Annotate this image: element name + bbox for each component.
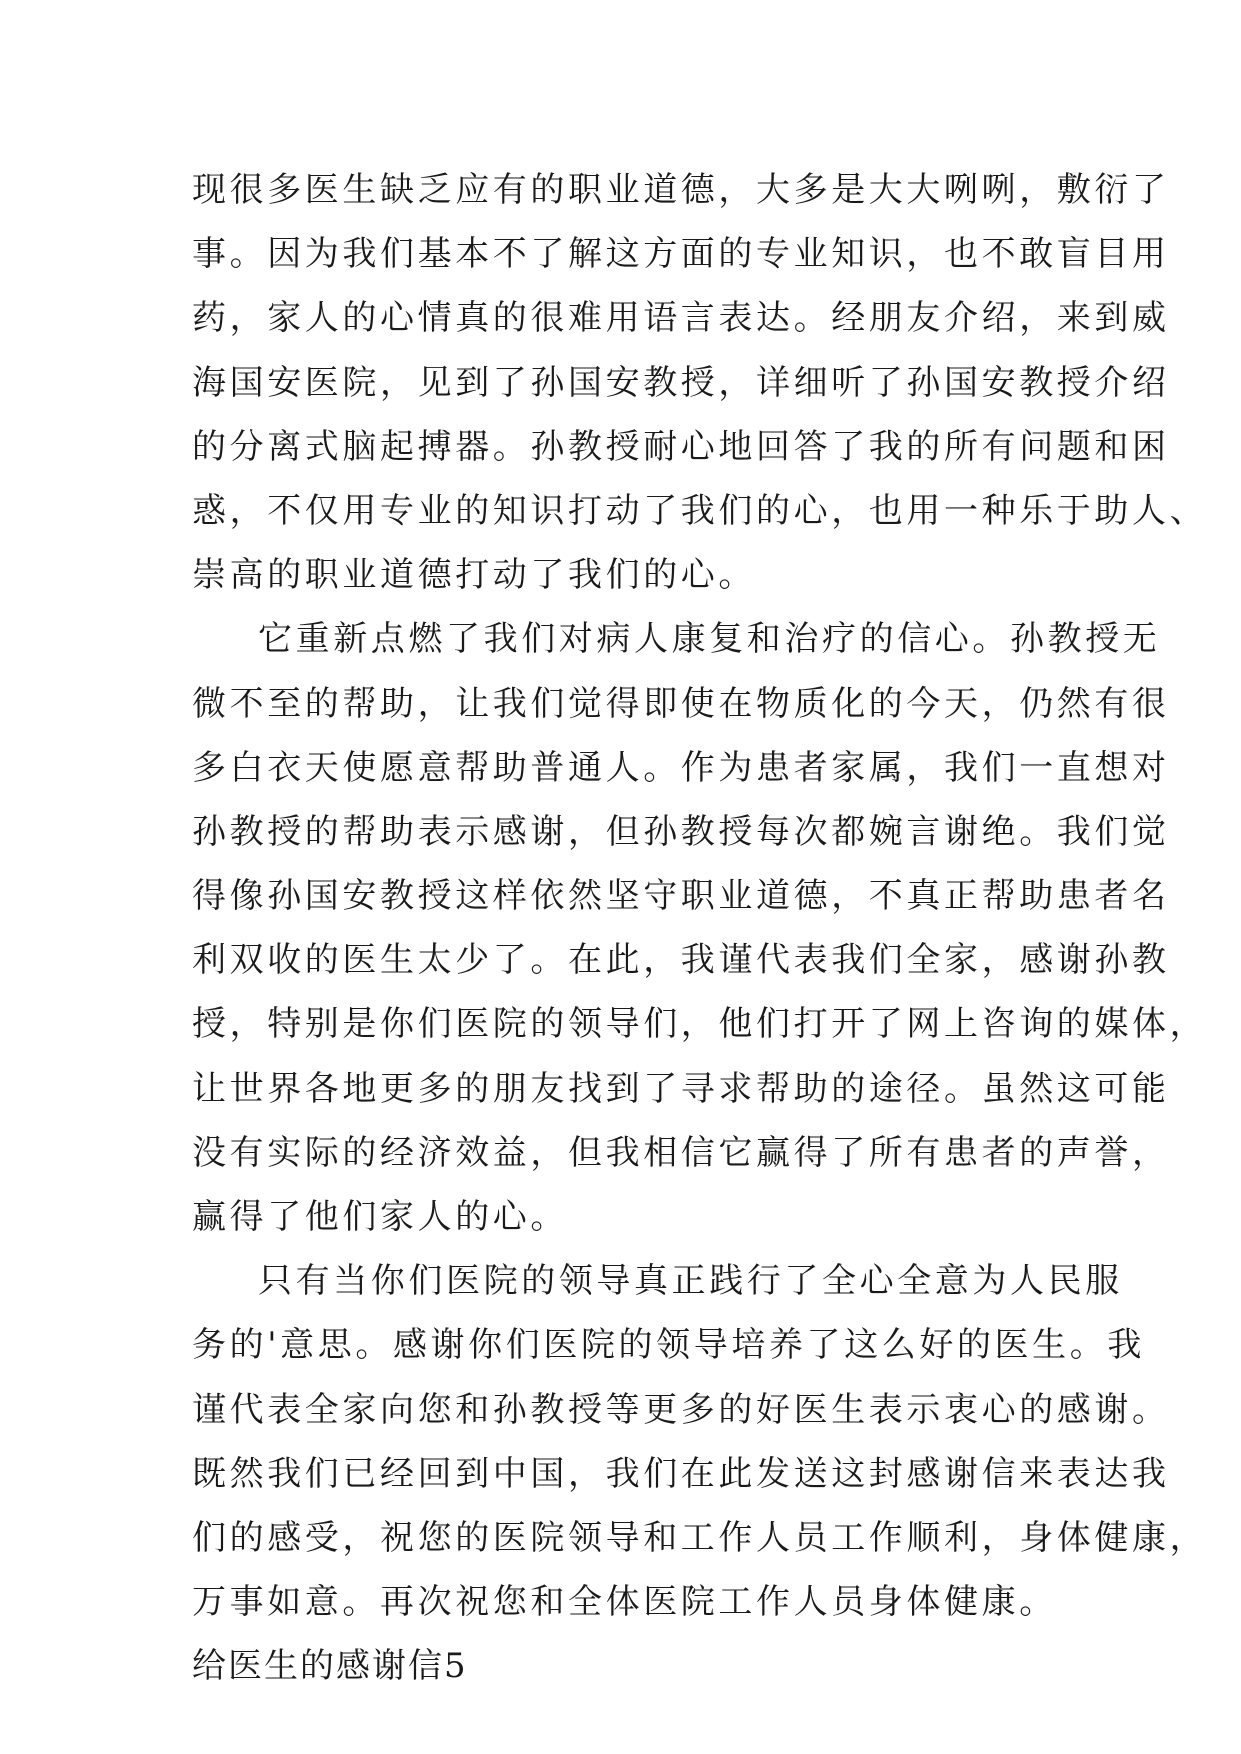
text-line: 谨代表全家向您和孙教授等更多的好医生表示衷心的感谢。	[192, 1389, 1170, 1430]
text-line: 药，家人的心情真的很难用语言表达。经朋友介绍，来到威	[192, 298, 1170, 339]
text-line: 万事如意。再次祝您和全体医院工作人员身体健康。	[192, 1582, 1057, 1623]
text-line: 们的感受，祝您的医院领导和工作人员工作顺利，身体健康，	[192, 1517, 1208, 1558]
text-line: 让世界各地更多的朋友找到了寻求帮助的途径。虽然这可能	[192, 1068, 1170, 1109]
text-line: 既然我们已经回到中国，我们在此发送这封感谢信来表达我	[192, 1453, 1170, 1494]
text-line: 务的'意思。感谢你们医院的领导培养了这么好的医生。我	[192, 1325, 1145, 1366]
paragraph-start-line: 它重新点燃了我们对病人康复和治疗的信心。孙教授无	[258, 619, 1161, 660]
section-heading: 给医生的感谢信5	[192, 1646, 468, 1687]
text-line: 利双收的医生太少了。在此，我谨代表我们全家，感谢孙教	[192, 940, 1170, 981]
paragraph-start-line: 只有当你们医院的领导真正践行了全心全意为人民服	[258, 1261, 1123, 1302]
text-line: 现很多医生缺乏应有的职业道德，大多是大大咧咧，敷衍了	[192, 170, 1170, 210]
text-line: 孙教授的帮助表示感谢，但孙教授每次都婉言谢绝。我们觉	[192, 811, 1170, 852]
text-line: 崇高的职业道德打动了我们的心。	[192, 555, 756, 596]
text-line: 事。因为我们基本不了解这方面的专业知识，也不敢盲目用	[192, 234, 1170, 275]
text-line: 没有实际的经济效益，但我相信它赢得了所有患者的声誉，	[192, 1132, 1170, 1173]
text-line: 微不至的帮助，让我们觉得即使在物质化的今天，仍然有很	[192, 683, 1170, 724]
text-line: 的分离式脑起搏器。孙教授耐心地回答了我的所有问题和困	[192, 426, 1170, 467]
letter-body	[192, 158, 1208, 1699]
text-line: 海国安医院，见到了孙国安教授，详细听了孙国安教授介绍	[192, 362, 1170, 403]
text-line: 多白衣天使愿意帮助普通人。作为患者家属，我们一直想对	[192, 747, 1170, 788]
text-line: 授，特别是你们医院的领导们，他们打开了网上咨询的媒体，	[192, 1004, 1208, 1045]
text-line: 惑，不仅用专业的知识打动了我们的心，也用一种乐于助人、	[192, 490, 1208, 531]
text-line: 得像孙国安教授这样依然坚守职业道德，不真正帮助患者名	[192, 876, 1170, 917]
text-line: 赢得了他们家人的心。	[192, 1197, 568, 1237]
